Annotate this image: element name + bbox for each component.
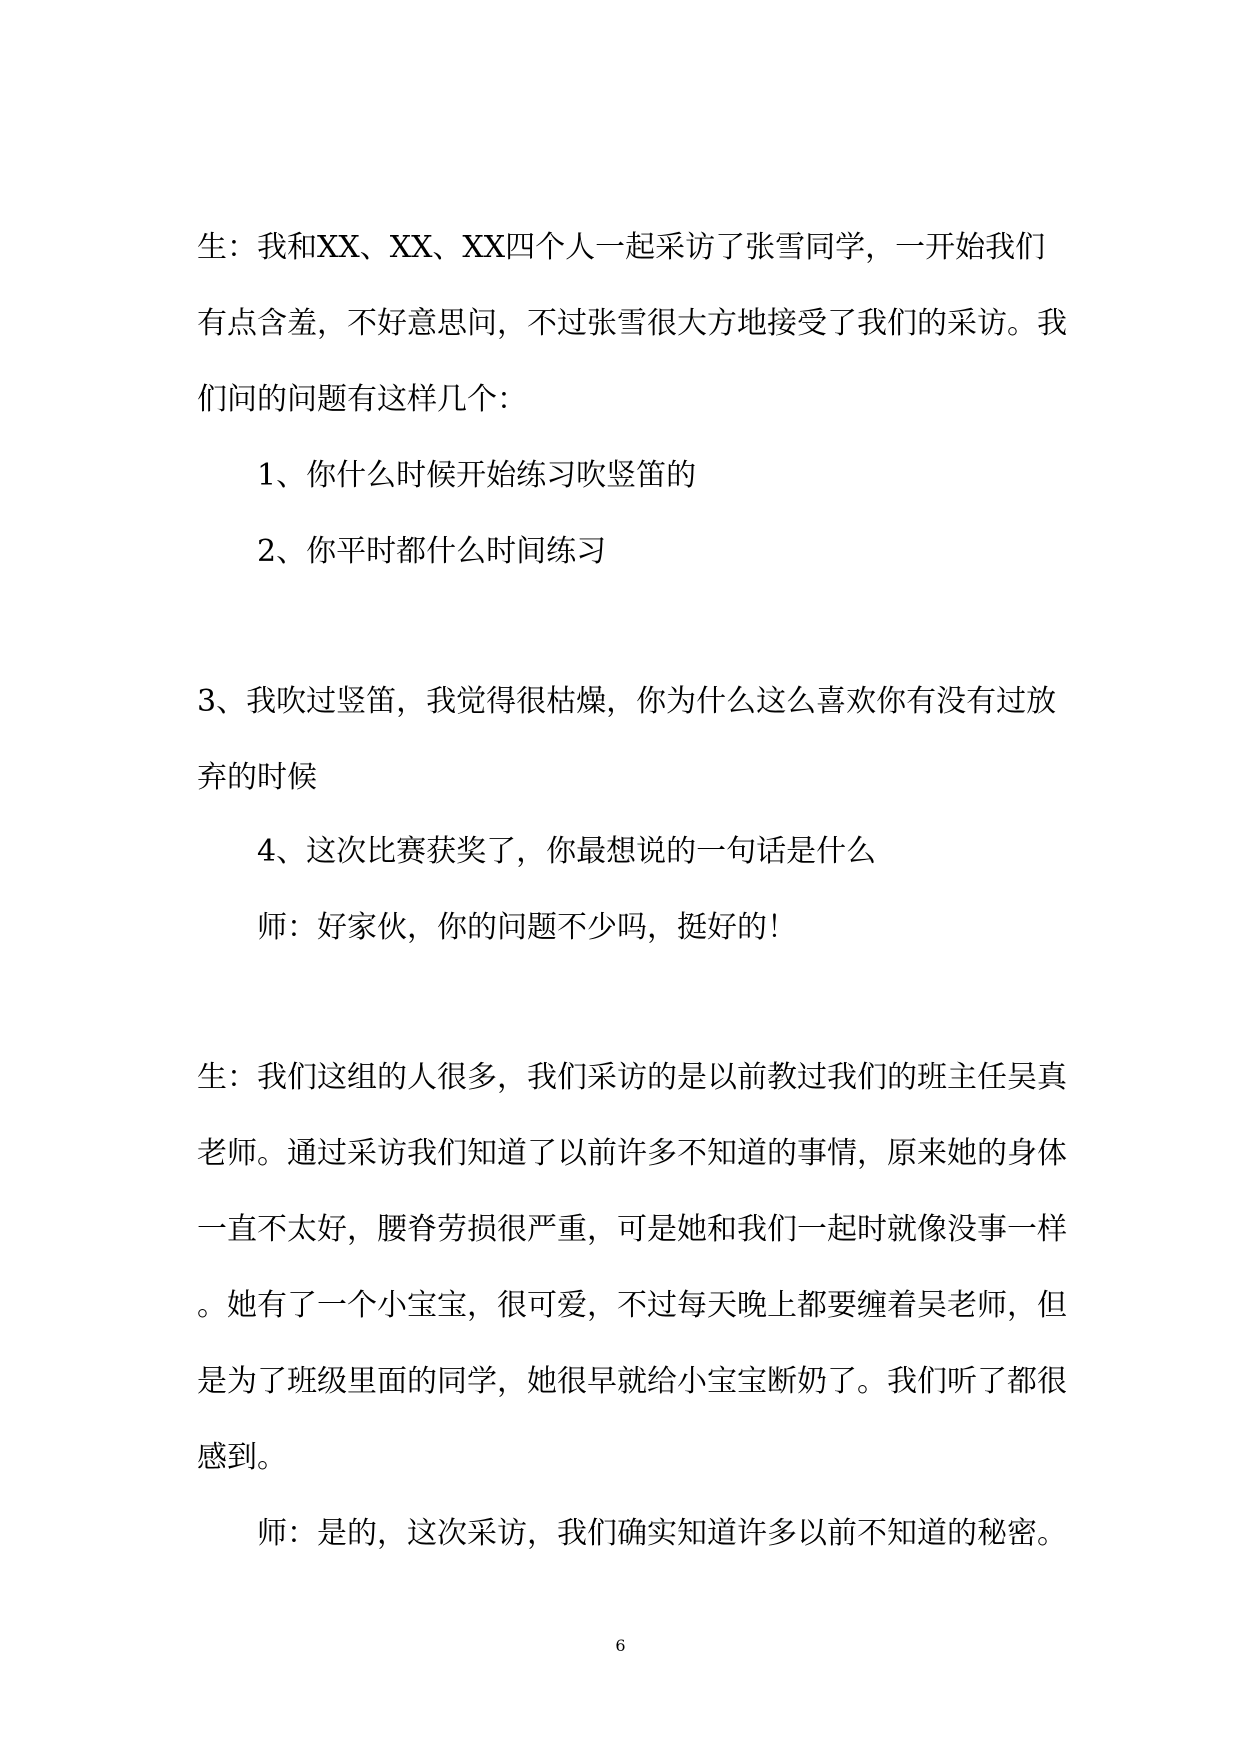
question-1: 1、你什么时候开始练习吹竖笛的: [257, 458, 697, 493]
teacher-comment-1: 师：好家伙，你的问题不少吗，挺好的！: [257, 910, 797, 945]
student-answer-2-line-3: 一直不太好，腰脊劳损很严重，可是她和我们一起时就像没事一样: [197, 1212, 1067, 1247]
student-answer-1-line-2: 有点含羞，不好意思问，不过张雪很大方地接受了我们的采访。我: [197, 306, 1067, 341]
question-3-line-1: 3、我吹过竖笛，我觉得很枯燥，你为什么这么喜欢你有没有过放: [197, 684, 1057, 719]
teacher-comment-2: 师：是的，这次采访，我们确实知道许多以前不知道的秘密。: [257, 1516, 1067, 1551]
page-number: 6: [615, 1636, 626, 1655]
student-answer-2-line-1: 生：我们这组的人很多，我们采访的是以前教过我们的班主任吴真: [197, 1060, 1067, 1095]
student-answer-2-line-4: 。她有了一个小宝宝，很可爱，不过每天晚上都要缠着吴老师，但: [197, 1288, 1067, 1323]
student-answer-2-line-6: 感到。: [197, 1440, 287, 1475]
question-4: 4、这次比赛获奖了，你最想说的一句话是什么: [257, 834, 877, 869]
student-answer-2-line-2: 老师。通过采访我们知道了以前许多不知道的事情，原来她的身体: [197, 1136, 1067, 1171]
student-answer-2-line-5: 是为了班级里面的同学，她很早就给小宝宝断奶了。我们听了都很: [197, 1364, 1067, 1399]
student-answer-1-line-1: 生：我和XX、XX、XX四个人一起采访了张雪同学，一开始我们: [197, 230, 1046, 265]
question-2: 2、你平时都什么时间练习: [257, 534, 607, 569]
student-answer-1-line-3: 们问的问题有这样几个：: [197, 382, 527, 417]
question-3-line-2: 弃的时候: [197, 760, 317, 795]
